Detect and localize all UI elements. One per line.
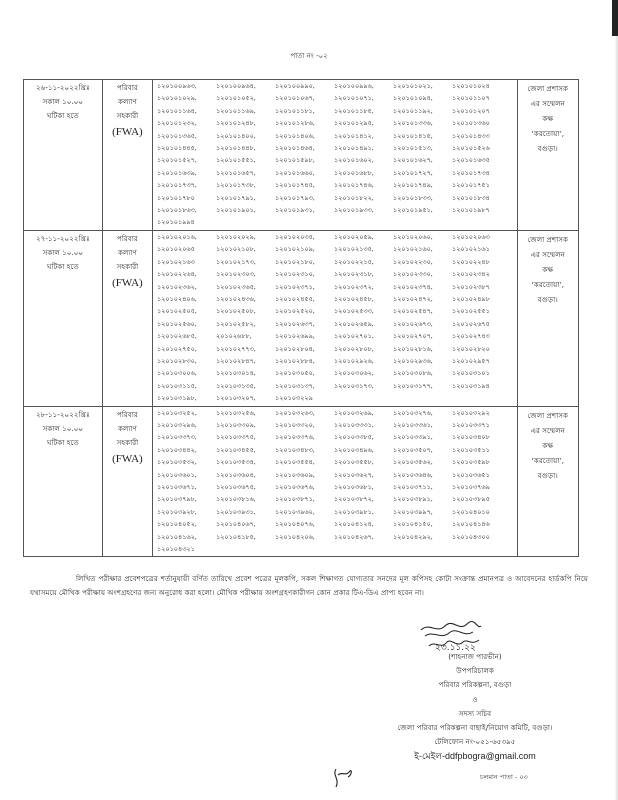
roll-number: ১২০১০২৩০৩,: [216, 271, 256, 279]
roll-number: ১২০১০৩৪৫৫,: [216, 446, 256, 454]
roll-number: ১২০১০৩৫৫৪,: [275, 459, 315, 467]
roll-number: ১২০১০১৪৯১,: [334, 145, 374, 153]
post-name-line: সহকারী: [116, 261, 139, 271]
post-name-line: কল্যাণ: [117, 97, 137, 106]
roll-number: ১২০১০২৭৭৩,: [216, 345, 256, 353]
roll-number: ১২০১০১৭৩৭,: [157, 182, 197, 190]
signatory-email: ই-মেইল-ddfpbogra@gmail.com: [414, 751, 536, 762]
roll-number: ১২০১০২০৬০,: [393, 233, 433, 241]
date-cell: [24, 230, 103, 406]
roll-number: ১২০১০১৪৬৪,: [275, 145, 315, 153]
exam-date: ২৮-১১-২০২২খ্রিঃ: [36, 409, 90, 419]
roll-number: ১২০১০৪০৫২,: [157, 521, 197, 529]
signatory-title: উপপরিচালক: [456, 666, 494, 676]
exam-time-suffix: ঘটিকা হতে: [46, 261, 79, 271]
roll-number: ১২০১০২৬৩৭,: [275, 320, 315, 328]
venue-cell: [517, 230, 578, 406]
roll-number: ১২০১০৩৩৩১,: [334, 421, 374, 429]
roll-number: ১২০১০২২৬৪,: [157, 271, 197, 279]
roll-number: ১২০১০৩৬৮১,: [334, 484, 374, 491]
roll-number: ১২০১০৩২০৭,: [216, 395, 256, 403]
venue-line: জেলা প্রশাসক: [527, 84, 569, 93]
roll-number: ১২০১০৩০৫০,: [275, 370, 315, 378]
roll-numbers-cell: [153, 230, 517, 406]
roll-number: ১২০১০৩৭৬৯: [452, 484, 490, 491]
initials-icon: [330, 765, 354, 791]
roll-number: ১২০১০২২৪৮: [452, 258, 490, 266]
roll-number: ১২০১০১৬৫৭,: [216, 169, 256, 177]
roll-number: ১২০১০১৭৪৬,: [334, 182, 374, 190]
venue-cell: [517, 406, 578, 557]
roll-number: ১২০১০৩৯৯৭,: [393, 508, 433, 516]
roll-number: ১২০১০২১৩৫,: [334, 246, 374, 254]
venue-line: ‘করতোয়া’,: [531, 455, 565, 465]
roll-number: ১২০১০৩২৫৬,: [216, 409, 256, 417]
roll-number: ১২০১০৩১৭৩,: [334, 382, 374, 390]
roll-number: ১২০১০২৫০৮,: [216, 308, 256, 316]
roll-number: ১২০১০৪২০৬,: [275, 533, 315, 541]
venue-line: ‘করতোয়া’,: [531, 279, 565, 289]
roll-number: ১২০১০১৫১৩,: [393, 145, 433, 153]
roll-number: ১২০১০৩১৩৫,: [216, 382, 256, 390]
roll-number: ১২০১০২৩৭৪,: [393, 283, 433, 291]
roll-number: ১২০১০৩৪০৮: [452, 434, 490, 442]
roll-number: ১২০১০২৩১৮,: [334, 271, 374, 279]
roll-number: ১২০১০১০৫২,: [216, 95, 256, 103]
roll-number: ১২০১০২৫২০,: [275, 308, 315, 316]
roll-number: ১২০১০২০১৬,: [157, 233, 197, 241]
roll-number: ১২০১০৩৬৪৬,: [393, 471, 433, 479]
roll-number: ১২০১০১৮৩৩,: [393, 194, 433, 202]
post-name-line: কল্যাণ: [117, 423, 137, 433]
roll-number: ১২০১০৪৩২১: [157, 546, 195, 554]
roll-number: ১২০১০২৫৫১: [452, 308, 490, 316]
roll-numbers-cell: [153, 406, 517, 557]
roll-number: ১২০১০৩৫৬২,: [393, 459, 433, 467]
roll-number: ১২০১০৩৫১১: [452, 446, 490, 454]
roll-number: ১২০১০৩৮৭১,: [275, 496, 315, 504]
roll-number: ১২০১০৩৬৭১,: [157, 484, 197, 491]
roll-number: ১২০১০৩১৭৭,: [393, 382, 433, 390]
roll-number: ১২০১০১৬৩৯,: [157, 169, 197, 177]
roll-number: ১২০১০২৫৮২,: [216, 320, 256, 328]
roll-number: ১২০১০৩২৯৬,: [157, 421, 197, 429]
roll-number: ১২০১০১৫৯৮,: [275, 157, 315, 165]
roll-number: ১২০১০২৮৮৪,: [275, 357, 315, 365]
roll-number: ১২০১০৩০৬২,: [334, 370, 374, 378]
roll-number: ১২০১০২২৩০,: [393, 258, 433, 266]
roll-number: ১২০১০২৪৯৮: [452, 295, 490, 303]
roll-number: ১২০১০৩৮৯৫: [452, 496, 490, 504]
roll-number: ১২০১০২৪৫৫,: [275, 295, 315, 303]
roll-number: ১২০১০১০৭১,: [334, 95, 374, 103]
roll-number: ১২০১০৩১৯৮,: [157, 395, 197, 403]
notice-paragraph: [30, 572, 588, 600]
roll-number: ১২০১০১৪০৬,: [275, 132, 315, 140]
roll-number: ১২০১০৩৩২০,: [275, 421, 315, 429]
post-name-line: পরিবার: [116, 233, 138, 243]
roll-number: ১২০১০০৯৬৪,: [216, 83, 256, 90]
roll-number: ১২০১০২২১৫,: [334, 258, 374, 266]
exam-time: সকাল ১০.০০: [42, 423, 84, 433]
roll-number: ১২০১০২৪০৬,: [157, 295, 197, 303]
roll-number: ১২০১০১৬০২,: [334, 157, 374, 165]
roll-number: ১২০১০৪১২৪,: [334, 521, 374, 529]
roll-numbers-cell: [153, 80, 517, 231]
roll-number: ১২০১০৩৫০৭,: [393, 446, 433, 454]
roll-number: ১২০১০৩৪৮৩,: [275, 446, 315, 454]
roll-number: ১২০১০২৮০৪,: [275, 345, 315, 353]
roll-number: ১২০১০১৫২৭,: [157, 157, 197, 165]
roll-number: ১২০১০০৯৯০,: [275, 83, 315, 90]
exam-schedule-table: [23, 79, 579, 557]
post-cell: [102, 230, 152, 406]
roll-number: ১২০১০১৭৯১,: [216, 194, 256, 202]
roll-number: ১২০১০৩২২৯: [275, 395, 313, 403]
signatory-block: [360, 650, 590, 764]
roll-number: ১২০১০০৯৯৬,: [334, 83, 374, 90]
roll-number: ১২০১০২০৩৫,: [275, 233, 315, 241]
roll-number: ১২০১০১৪৩৩: [452, 132, 490, 140]
roll-number: ১২০১০৪১৮৫,: [216, 533, 256, 541]
roll-number: ১২০১০২৯৩৬,: [393, 357, 433, 365]
roll-number: ১২০১০৪০১০: [452, 508, 490, 516]
date-cell: [24, 80, 103, 231]
roll-number: ১২০১০৩৯৩১,: [216, 508, 256, 516]
venue-line: কক্ষ: [542, 264, 554, 274]
roll-number: ১২০১০১৭৩৮,: [216, 182, 256, 190]
roll-number-grid: [157, 232, 516, 406]
schedule-row: [24, 406, 579, 557]
roll-number: ১২০১০১১৬৯,: [216, 107, 256, 115]
roll-number: ১২০১০২০৫৯,: [334, 233, 374, 241]
roll-number: ১২০১০২৮৪৭,: [216, 357, 256, 365]
roll-number: ১২০১০৪২৬৭,: [334, 533, 374, 541]
roll-number: ১২০১০২১৬৩: [157, 258, 195, 266]
roll-number: ১২০১০৩৫৫৮,: [334, 459, 374, 467]
roll-number: ১২০১০১৭৪৫,: [275, 182, 315, 190]
roll-number: ১২০১০১৭৫১: [452, 182, 490, 190]
scan-corner-mark: [612, 0, 618, 36]
roll-number: ১২০১০২৬৫৯,: [334, 320, 374, 328]
roll-number: ১২০১০৩৩৯১,: [393, 434, 433, 442]
venue-line: বগুড়া।: [537, 470, 558, 480]
roll-number: ১২০১০২১০৯,: [275, 246, 315, 254]
venue-line: এর সম্মেলন: [530, 99, 565, 108]
venue-line: জেলা প্রশাসক: [527, 234, 569, 244]
roll-number: ১২০১০২১৬১: [452, 246, 490, 254]
roll-number: ১২০১০১৯৩১,: [275, 207, 315, 215]
roll-number: ১২০১০১৭৯৩,: [275, 194, 315, 202]
exam-time: সকাল ১০.০০: [42, 97, 84, 106]
roll-number: ১২০১০২৮১৬,: [393, 345, 433, 353]
roll-number: ১২০১০৩৪৯৬,: [334, 446, 374, 454]
roll-number: ১২০১০২৬৭৫: [452, 320, 490, 328]
roll-number: ১২০১০২৮৩০,: [157, 357, 197, 365]
venue-line: বগুড়া।: [537, 144, 558, 153]
exam-date: ২৬-১১-২০২২খ্রিঃ: [35, 83, 90, 92]
roll-number: ১২০১০৩০০৬,: [157, 370, 197, 378]
roll-number: ১২০১০১১৮১,: [275, 107, 315, 115]
roll-number: ১২০১০২৫৩৩,: [334, 308, 374, 316]
roll-number: ১২০১০১৪৪৮,: [216, 145, 256, 153]
roll-number: ২০১০২৬৮৮,: [216, 333, 252, 341]
roll-number: ১২০১০১১০৭: [452, 95, 490, 103]
roll-number: ১২০১০১৯০১,: [216, 207, 256, 215]
post-name-line: সহকারী: [116, 437, 139, 447]
continued-page-label: চলমান পাতা - ০৩: [480, 773, 528, 781]
roll-number: ১২০১০৪১৬২,: [157, 533, 197, 541]
roll-number: ১২০১০২৮২০: [452, 345, 490, 353]
roll-number: ১২০১০৩০৮৬,: [393, 370, 433, 378]
roll-number: ১২০১০৩৩৬১,: [393, 421, 433, 429]
roll-number: ১২০১০২৩৪২: [452, 271, 490, 279]
roll-number-grid: [157, 81, 516, 230]
roll-number: ১২০১০৪২৯২,: [393, 533, 433, 541]
post-name-line: পরিবার: [116, 83, 138, 92]
roll-number: ১২০১০৩৮১৬,: [216, 496, 256, 504]
roll-number: ১২০১০১২৯৫,: [334, 120, 374, 128]
roll-number: ১২০১০১৪১২,: [334, 132, 374, 140]
notice-text: লিখিত পরীক্ষার প্রবেশপত্রের শর্তানুযায়ী বর্ণিত তারিখে প্রবেশ পত্রের মূলকপি, সকল শিক্ষাগত যোগ্যতার সনদের মূল কপিসহ কোটা সংক্রান্ত প্রমানপত্র ও আবেদনের হার্ডকপি নিয়ে যথাসময়ে মৌখিক পরীক্ষায় অংশগ্রহণের জন্য অনুরোধ করা হলো। মৌখিক পরীক্ষায় অংশগ্রহণকারীগন কোন প্রকার টিএ-ডিএ প্রাপ্য হবেন না।: [30, 574, 588, 597]
venue-line: এর সম্মেলন: [530, 249, 565, 259]
venue-line: কক্ষ: [542, 114, 554, 123]
roll-number: ১২০১০১৭৮০: [157, 194, 195, 202]
roll-number: ১২০১০৩৭১১,: [393, 484, 433, 491]
roll-number: ১২০১০২১০৮,: [216, 246, 256, 254]
roll-number: ১২০১০১৯৯৪: [157, 219, 195, 227]
exam-time-suffix: ঘটিকা হতে: [46, 111, 79, 120]
roll-number: ১২০১০২৩৮৭: [452, 283, 490, 291]
roll-number: ১২০১০২৪৭২,: [393, 295, 433, 303]
roll-number: ১২০১০২৬৯৯,: [275, 333, 315, 341]
venue-line: ‘করতোয়া’,: [531, 129, 565, 138]
roll-number: ১২০১০৩৬৫১: [452, 471, 490, 479]
roll-number: ১২০১০১১৮৫,: [334, 107, 374, 115]
roll-number: ১২০১০৩৬০৯,: [275, 471, 315, 479]
signatory-name: (শাহনাজ পারভীন): [448, 652, 502, 661]
roll-number: ১২০১০৩৭৯৮,: [157, 496, 197, 504]
roll-number: ১২০১০২৪৩৬,: [216, 295, 256, 303]
roll-number: ১২০১০১৬৬০,: [275, 169, 315, 177]
roll-number: ১২০১০৩৫৯৮: [452, 459, 490, 467]
roll-number: ১২০১০১০২৯,: [157, 95, 197, 103]
roll-number: ১২০১০৩১১৫,: [157, 382, 197, 390]
roll-number: ১২০১০১৬৩৫: [452, 157, 490, 165]
roll-number: ১২০১০১৬২৭,: [393, 157, 433, 165]
roll-number: ১২০১০২৯২৬,: [334, 357, 374, 365]
roll-number: ১২০১০৩৩০৯,: [216, 421, 256, 429]
roll-number: ১২০১০১৮৬৩,: [157, 207, 197, 215]
roll-number: ১২০১০৩৮৯১,: [393, 496, 433, 504]
roll-number: ১২০১০১০৯৪,: [393, 95, 433, 103]
roll-number: ১২০১০১৫৫১,: [216, 157, 256, 165]
roll-number: ১২০১০১১৬৪,: [157, 107, 197, 115]
roll-number: ১২০১০২৭৫০,: [157, 345, 197, 353]
roll-number: ১২০১০৩৬০৪,: [216, 471, 256, 479]
post-name-line: কল্যাণ: [117, 247, 137, 257]
roll-number: ১২০১০২৮০৮,: [334, 345, 374, 353]
signatory-office: পরিবার পরিকল্পনা, বগুড়া: [438, 680, 512, 690]
roll-number: ১২০১০৩৪৪২,: [157, 446, 197, 454]
post-name-line: সহকারী: [116, 111, 139, 120]
roll-number: ১২০১০১৪০০,: [216, 132, 256, 140]
venue-line: এর সম্মেলন: [530, 425, 565, 435]
roll-number: ১২০১০২৩৭১,: [275, 283, 315, 291]
roll-number: ১২০১০১০৬৭,: [275, 95, 315, 103]
roll-number: ১২০১০৪৩০০: [452, 533, 490, 541]
roll-number: ১২০১০৩২৫২,: [157, 409, 197, 417]
roll-number: ১২০১০১৭২৭,: [393, 169, 433, 177]
roll-number: ১২০১০২৩৬২,: [157, 283, 197, 291]
roll-number: ১২০১০২৫৬০,: [157, 320, 197, 328]
roll-number: ১২০১০৩৬২৭,: [334, 471, 374, 479]
roll-number: ১২০১০৩১০১: [452, 370, 490, 378]
svg-text:২৩.১১.২২: ২৩.১১.২২: [435, 643, 476, 653]
roll-number: ১২০১০১৭৩৪: [452, 169, 490, 177]
roll-number: ১২০১০৩৯৬০,: [275, 508, 315, 516]
roll-number: ১২০১০৩৬০১,: [157, 471, 197, 479]
roll-number: ১২০১০১৮৩৪: [452, 194, 490, 202]
roll-number: ১২০১০১৮২২,: [334, 194, 374, 202]
page-number: পাতা নং -০২: [290, 52, 328, 60]
roll-number: ১২০১০১৯৩৩,: [334, 207, 374, 215]
signatory-conjunction: ও: [472, 694, 478, 704]
roll-number: ১২০১০২৫৪৭,: [393, 308, 433, 316]
roll-number: ১২০১০২৬৭৩,: [393, 320, 433, 328]
roll-number: ১২০১০৪১৫০,: [393, 521, 433, 529]
roll-number: ১২০১০২৩১০,: [275, 271, 315, 279]
roll-number: ১২০১০১৯৮৭: [452, 207, 490, 215]
roll-number: ১২০১০৩২৬৯,: [334, 409, 374, 417]
roll-number: ১২০১০৩৯২৮,: [157, 508, 197, 516]
roll-number: ১২০১০৩৫৩৪,: [216, 459, 256, 467]
exam-time: সকাল ১০.০০: [42, 247, 84, 257]
roll-number: ১২০১০৩৩৭১: [452, 421, 490, 429]
roll-number: ১২০১০১১৯২,: [393, 107, 433, 115]
roll-number: ১২০১০২০২৯,: [216, 233, 256, 241]
roll-number: ১২০১০৩৩৭৬,: [275, 434, 315, 442]
roll-number: ১২০১০৪০৬৭,: [216, 521, 256, 529]
roll-number: ১২০১০১২৩২,: [157, 120, 197, 128]
roll-number: ১২০১০৩৫৩২,: [157, 459, 197, 467]
roll-number: ১২০১০১৬৮৮,: [334, 169, 374, 177]
roll-number-grid: [157, 408, 516, 557]
schedule-row: [24, 80, 579, 231]
venue-line: জেলা প্রশাসক: [527, 410, 569, 420]
signatory-phone: টেলিফোন নং-০৫১-৬৫৩৯৫: [434, 737, 516, 747]
schedule-row: [24, 230, 579, 406]
exam-time-suffix: ঘটিকা হতে: [46, 437, 79, 447]
roll-number: ১২০১০৩২৭৬,: [393, 409, 433, 417]
signatory-committee: জেলা পরিবার পরিকল্পনা বাছাই/নিয়োগ কমিটি, বগুড়া।: [397, 723, 553, 733]
post-abbreviation: (FWA): [112, 276, 143, 289]
roll-number: ১২০১০৩১৯৪: [452, 382, 490, 390]
roll-number: ১২০১০১৩৬০: [452, 120, 490, 128]
roll-number: ১২০১০১৯৫১,: [393, 207, 433, 215]
date-cell: [24, 406, 103, 557]
venue-line: কক্ষ: [542, 440, 554, 450]
roll-number: ১২০১০১৫২৬: [452, 145, 490, 153]
roll-number: ১২০১০১২০৭: [452, 107, 490, 115]
roll-number: ১২০১০২১৭৩,: [216, 258, 256, 266]
post-abbreviation: (FWA): [112, 452, 143, 465]
roll-number: ১২০১০১৪১৫,: [393, 132, 433, 140]
post-name-line: পরিবার: [116, 409, 138, 419]
roll-number: ১২০১০২৩৭২,: [334, 283, 374, 291]
venue-line: বগুড়া।: [537, 294, 558, 304]
roll-number: ১২০১০২৫০৫,: [157, 308, 197, 316]
roll-number: ১২০১০১০২১,: [393, 83, 433, 90]
roll-number: ১২০১০১২৪৮,: [216, 120, 256, 128]
roll-number: ১২০১০০৯৬৩,: [157, 83, 197, 90]
roll-number: ১২০১০১২৮৬,: [275, 120, 315, 128]
roll-number: ১২০১০২৭০১,: [334, 333, 374, 341]
roll-number: ১২০১০৩৩৭৫,: [216, 434, 256, 442]
roll-number: ১২০১০২৩৬৫,: [216, 283, 256, 291]
roll-number: ১২০১০২৩৩০,: [393, 271, 433, 279]
roll-number: ১২০১০৩৬৭৫,: [216, 484, 256, 491]
post-abbreviation: (FWA): [112, 126, 143, 138]
roll-number: ১২০১০২৬৮৫,: [157, 333, 197, 341]
roll-number: ১২০১০৩০১৪,: [216, 370, 256, 378]
roll-number: ১২০১০৪০৭৬,: [275, 521, 315, 529]
roll-number: ১২০১০২৯৫৭: [452, 357, 490, 365]
roll-number: ১২০১০৩৯৮১,: [334, 508, 374, 516]
post-cell: [102, 406, 152, 557]
roll-number: ১২০১০৪১৪৬: [452, 521, 490, 529]
roll-number: ১২০১০২৭৪৩: [452, 333, 490, 341]
roll-number: ১২০১০৩১৩৭,: [275, 382, 315, 390]
roll-number: ১২০১০৩২৯২: [452, 409, 490, 417]
signature-icon: [415, 620, 485, 654]
roll-number: ১২০১০২১৮০,: [275, 258, 315, 266]
venue-cell: [517, 80, 578, 231]
signatory-role: সদস্য সচিব: [458, 708, 492, 718]
roll-number: ১২০১০২০৬৩: [452, 233, 490, 241]
roll-number: ১২০১০৩৬৭৬,: [275, 484, 315, 491]
roll-number: ১২০১০১৩৩৬,: [393, 120, 433, 128]
exam-date: ২৭-১১-২০২২খ্রিঃ: [35, 233, 90, 243]
roll-number: ১২০১০৩২৬৩,: [275, 409, 315, 417]
roll-number: ১২০১০২৭০৭,: [393, 333, 433, 341]
roll-number: ১২০১০৩৩৮৫,: [334, 434, 374, 442]
post-cell: [102, 80, 152, 231]
roll-number: ১২০১০১৭৪৯,: [393, 182, 433, 190]
roll-number: ১২০১০৩৩৭৩,: [157, 434, 197, 442]
roll-number: ১২০১০১৩৬৫,: [157, 132, 197, 140]
roll-number: ১২০১০৩৮৭২,: [334, 496, 374, 504]
roll-number: ১২০১০১৪৪৫,: [157, 145, 197, 153]
roll-number: ১২০১০১০২৪: [452, 83, 490, 90]
roll-number: ১২০১০২০৬৫: [157, 246, 195, 254]
roll-number: ১২০১০২১৬০,: [393, 246, 433, 254]
roll-number: ১২০১০২৪৫৮,: [334, 295, 374, 303]
